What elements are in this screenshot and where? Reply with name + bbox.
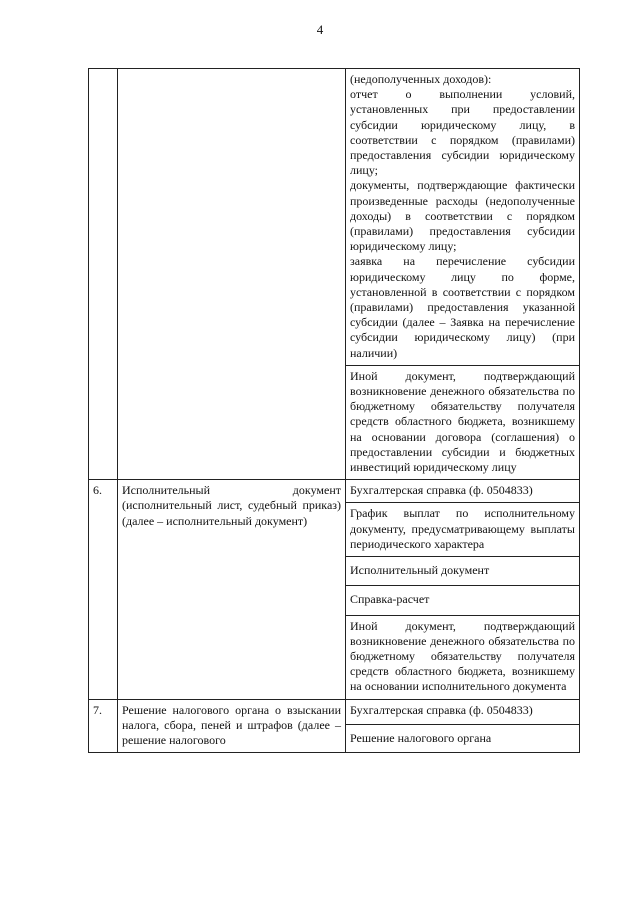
doc-text: заявка на перечисление субсидии юридическому лицу по форме, установленной в соответствии с порядком (правилами) предоставления указанной субсидии (далее – Заявка на перечисление субсидии юридическому лицу) (при наличии): [350, 254, 575, 360]
row-name-cell: Исполнительный документ (исполнительный лист, судебный приказ) (далее – исполнительный документ): [118, 480, 346, 699]
table-row: [89, 699, 580, 724]
row-docs-cell: Бухгалтерская справка (ф. 0504833): [346, 699, 580, 724]
row-docs-cell: [346, 365, 580, 479]
table-row: [89, 480, 580, 503]
row-docs-cell: Бухгалтерская справка (ф. 0504833): [346, 480, 580, 503]
table-row: [89, 69, 580, 366]
row-number-cell: 7.: [89, 699, 118, 753]
row-name-cell: Решение налогового органа о взыскании налога, сбора, пеней и штрафов (далее – решение налогового: [118, 699, 346, 753]
row-docs-cell: Исполнительный документ: [346, 557, 580, 586]
doc-text: отчет о выполнении условий, установленных при предоставлении субсидии юридическому лицу, в соответствии с порядком (правилами) предоставления субсидии юридическому лицу;: [350, 87, 575, 178]
row-docs-cell: График выплат по исполнительному документу, предусматривающему выплаты периодического характера: [346, 503, 580, 557]
row-docs-cell: [346, 69, 580, 366]
row-number-cell: [89, 69, 118, 480]
row-docs-cell: Справка-расчет: [346, 586, 580, 615]
row-number-cell: 6.: [89, 480, 118, 699]
row-docs-cell: Иной документ, подтверждающий возникновение денежного обязательства по бюджетному обязательству получателя средств областного бюджета, возникшему на основании исполнительного документа: [346, 615, 580, 699]
row-docs-cell: Решение налогового органа: [346, 724, 580, 752]
row-name-cell: [118, 69, 346, 480]
doc-text: (недополученных доходов):: [350, 72, 492, 86]
doc-text: документы, подтверждающие фактически произведенные расходы (недополученные доходы) в соответствии с порядком (правилами) предоставления субсидии юридическому лицу;: [350, 178, 575, 254]
page-number: 4: [316, 22, 324, 37]
documents-table: [88, 68, 580, 753]
doc-text: Иной документ, подтверждающий возникновение денежного обязательства по бюджетному обязательству получателя средств областного бюджета, возникшему на основании договора (соглашения) о предоставлении субсидии и бюджетных инвестиций юридическому лицу: [350, 368, 575, 475]
